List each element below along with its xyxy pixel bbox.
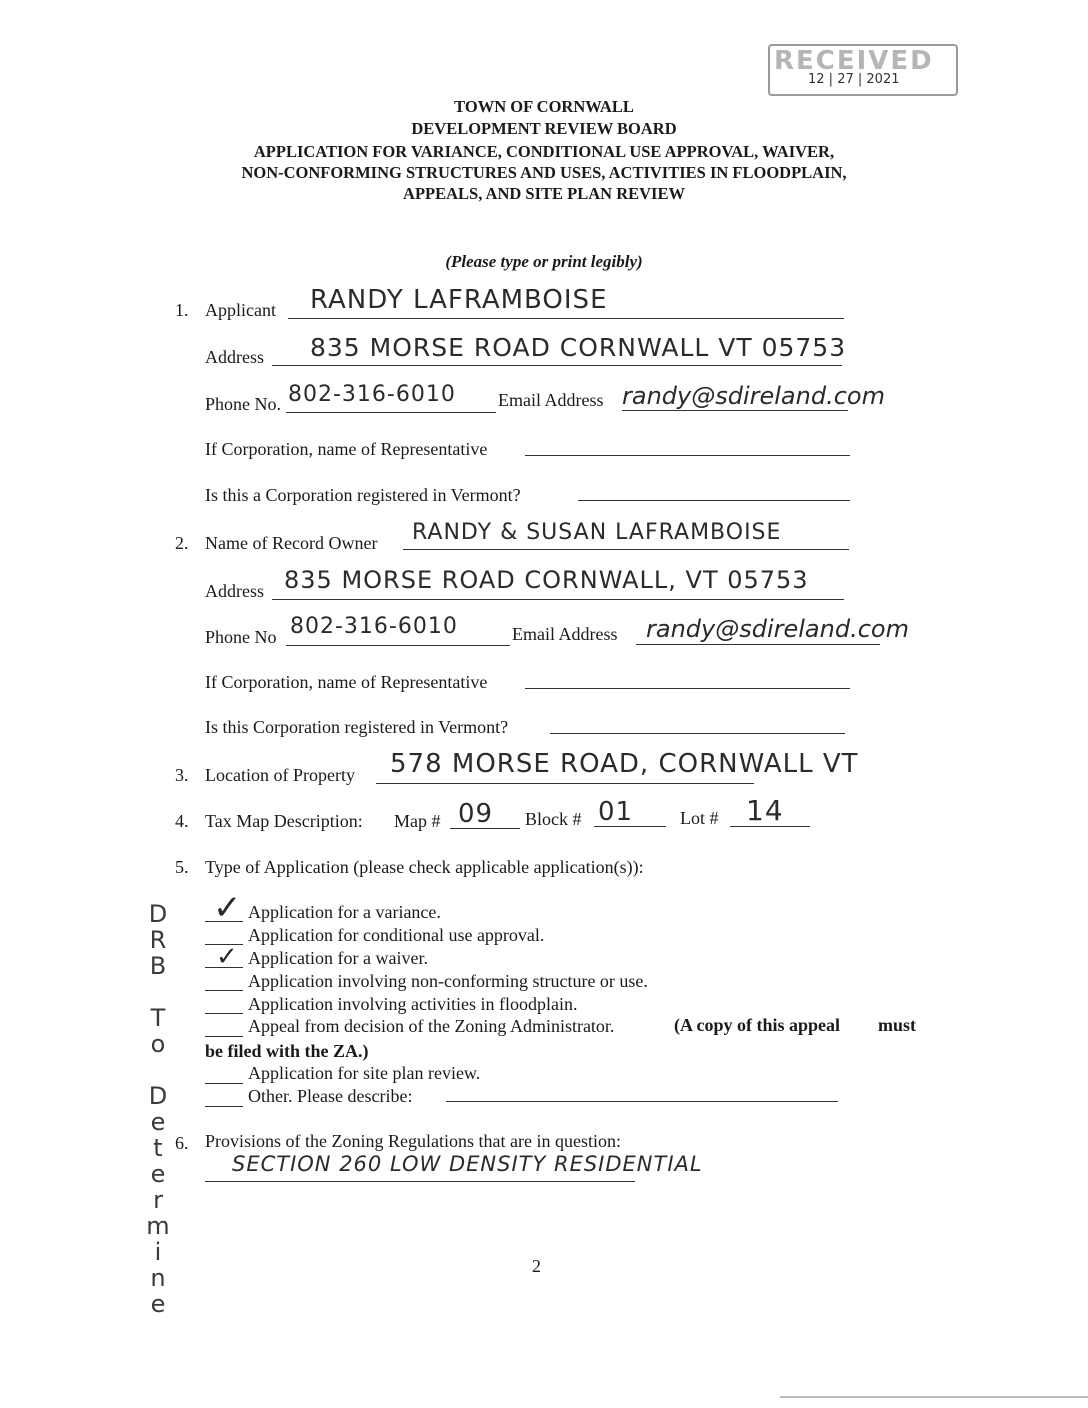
representative-line[interactable] — [525, 455, 850, 456]
owner-line — [403, 549, 849, 550]
page-number: 2 — [532, 1256, 541, 1276]
applicant-label: Applicant — [205, 300, 276, 320]
lot-number-field[interactable]: 14 — [746, 794, 784, 827]
option-waiver-check: ✓ — [216, 942, 238, 972]
owner-email-label: Email Address — [512, 624, 618, 644]
option-site-plan-blank[interactable] — [205, 1083, 243, 1084]
appeal-note-must: must — [878, 1015, 917, 1035]
appeal-note-b: be filed with the ZA.) — [205, 1041, 369, 1061]
owner-phone-field[interactable]: 802-316-6010 — [290, 614, 458, 639]
owner-representative-label: If Corporation, name of Representative — [205, 672, 488, 692]
map-number-label: Map # — [394, 811, 441, 831]
block-number-field[interactable]: 01 — [598, 797, 634, 827]
lot-number-label: Lot # — [680, 808, 719, 828]
section-3-number: 3. — [175, 765, 189, 785]
option-appeal-blank[interactable] — [205, 1036, 243, 1037]
option-variance-text: Application for a variance. — [248, 902, 441, 922]
owner-address-line — [272, 599, 844, 600]
scan-edge — [780, 1396, 1088, 1398]
option-non-conforming-text: Application involving non-conforming structure or use. — [248, 971, 648, 991]
header-line-2: DEVELOPMENT REVIEW BOARD — [411, 119, 677, 138]
provisions-field[interactable]: SECTION 260 LOW DENSITY RESIDENTIAL — [232, 1152, 703, 1176]
header-line-4: NON-CONFORMING STRUCTURES AND USES, ACTIVITIES IN FLOODPLAIN, — [241, 163, 847, 182]
email-line — [622, 410, 848, 411]
option-waiver-text: Application for a waiver. — [248, 948, 428, 968]
application-type-label: Type of Application (please check applicable application(s)): — [205, 857, 644, 877]
section-1-number: 1. — [175, 300, 189, 320]
option-conditional-use-text: Application for conditional use approval. — [248, 925, 545, 945]
applicant-field[interactable]: RANDY LAFRAMBOISE — [310, 285, 608, 315]
owner-email-field[interactable]: randy@sdireland.com — [646, 615, 909, 643]
option-site-plan-text: Application for site plan review. — [248, 1063, 481, 1083]
option-floodplain-blank[interactable] — [205, 1013, 243, 1014]
phone-line — [286, 412, 496, 413]
block-number-label: Block # — [525, 809, 582, 829]
tax-map-label: Tax Map Description: — [205, 811, 363, 831]
received-stamp — [768, 44, 956, 94]
address-field[interactable]: 835 MORSE ROAD CORNWALL VT 05753 — [310, 333, 847, 362]
owner-representative-line[interactable] — [525, 688, 850, 689]
header-line-1: TOWN OF CORNWALL — [454, 97, 634, 116]
option-variance-check: ✓ — [213, 888, 242, 928]
section-5-number: 5. — [175, 857, 189, 877]
instruction: (Please type or print legibly) — [445, 252, 643, 271]
appeal-note-a: (A copy of this appeal — [674, 1015, 841, 1035]
section-4-number: 4. — [175, 811, 189, 831]
section-6-number: 6. — [175, 1133, 189, 1153]
address-line — [272, 365, 842, 366]
phone-label: Phone No. — [205, 394, 281, 414]
provisions-label: Provisions of the Zoning Regulations that are in question: — [205, 1131, 621, 1151]
header-line-3: APPLICATION FOR VARIANCE, CONDITIONAL USE APPROVAL, WAIVER, — [253, 142, 835, 161]
owner-registered-line[interactable] — [550, 733, 845, 734]
address-label: Address — [205, 347, 264, 367]
option-other-describe-line[interactable] — [446, 1101, 838, 1102]
owner-phone-line — [286, 645, 510, 646]
stamp-word: RECEIVED — [774, 46, 934, 76]
option-other-text: Other. Please describe: — [248, 1086, 413, 1106]
option-floodplain-text: Application involving activities in floodplain. — [248, 994, 578, 1014]
representative-label: If Corporation, name of Representative — [205, 439, 488, 459]
owner-address-field[interactable]: 835 MORSE ROAD CORNWALL, VT 05753 — [284, 566, 809, 594]
owner-field[interactable]: RANDY & SUSAN LAFRAMBOISE — [412, 520, 782, 545]
option-non-conforming-blank[interactable] — [205, 990, 243, 991]
owner-registered-label: Is this Corporation registered in Vermont? — [205, 717, 509, 737]
email-field[interactable]: randy@sdireland.com — [622, 382, 885, 410]
header-line-5: APPEALS, AND SITE PLAN REVIEW — [403, 184, 685, 203]
property-location-field[interactable]: 578 MORSE ROAD, CORNWALL VT — [390, 749, 859, 779]
phone-field[interactable]: 802-316-6010 — [288, 382, 456, 407]
registered-line[interactable] — [578, 500, 850, 501]
owner-address-label: Address — [205, 581, 264, 601]
applicant-line — [288, 318, 844, 319]
owner-label: Name of Record Owner — [205, 533, 378, 553]
stamp-date: 12 | 27 | 2021 — [808, 72, 900, 87]
option-other-blank[interactable] — [205, 1106, 243, 1107]
provisions-line — [205, 1181, 635, 1182]
option-appeal-text: Appeal from decision of the Zoning Administrator. — [248, 1016, 615, 1036]
property-location-label: Location of Property — [205, 765, 355, 785]
email-label: Email Address — [498, 390, 604, 410]
margin-note: DRB To Determine — [144, 900, 172, 1316]
owner-email-line — [636, 644, 880, 645]
section-2-number: 2. — [175, 533, 189, 553]
property-location-line — [376, 783, 754, 784]
map-number-field[interactable]: 09 — [458, 799, 494, 829]
registered-label: Is this a Corporation registered in Vermont? — [205, 485, 521, 505]
owner-phone-label: Phone No — [205, 627, 277, 647]
